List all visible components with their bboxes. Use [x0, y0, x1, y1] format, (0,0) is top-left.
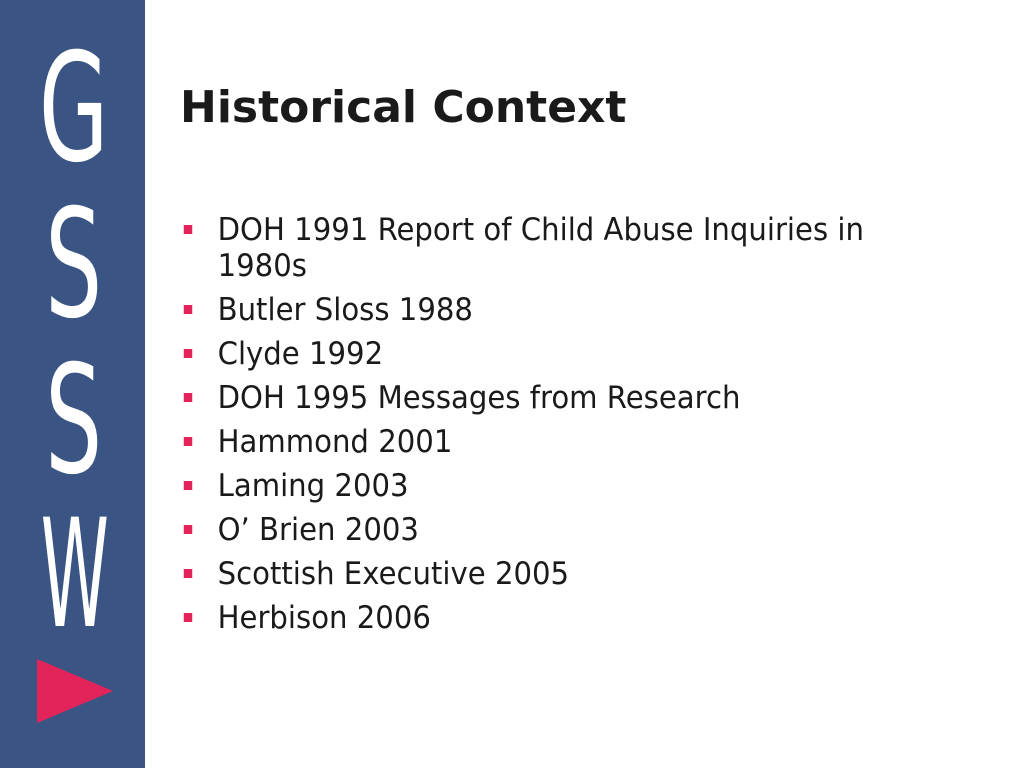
- bullet-item: [180, 468, 923, 504]
- bullet-text: O’ Brien 2003: [217, 512, 419, 548]
- bullet-text: Herbison 2006: [217, 600, 431, 636]
- bullet-item: [180, 336, 923, 372]
- square-bullet-icon: [184, 305, 192, 314]
- bullet-item: [180, 212, 923, 284]
- square-bullet-icon: [184, 225, 192, 234]
- slide-title: Historical Context: [180, 82, 627, 133]
- square-bullet-icon: [184, 393, 192, 402]
- bullet-text: Butler Sloss 1988: [217, 292, 473, 328]
- bullet-text: Hammond 2001: [217, 424, 453, 460]
- bullet-text: Laming 2003: [217, 468, 409, 504]
- gssw-logo-sidebar: [0, 0, 145, 768]
- bullet-item: [180, 512, 923, 548]
- bullet-item: [180, 556, 923, 592]
- bullet-item: [180, 600, 923, 636]
- bullet-item: [180, 424, 923, 460]
- square-bullet-icon: [184, 481, 192, 490]
- logo-letter-w: W: [40, 488, 109, 662]
- square-bullet-icon: [184, 437, 192, 446]
- square-bullet-icon: [184, 569, 192, 578]
- bullet-item: [180, 380, 923, 416]
- bullet-item: [180, 292, 923, 328]
- logo-letter-s: S: [45, 178, 103, 352]
- logo-letter-g: G: [38, 22, 109, 196]
- square-bullet-icon: [184, 525, 192, 534]
- bullet-text: DOH 1991 Report of Child Abuse Inquiries in 1980s: [217, 212, 864, 284]
- square-bullet-icon: [184, 613, 192, 622]
- play-arrow-icon: [37, 659, 113, 723]
- bullet-text: Clyde 1992: [217, 336, 384, 372]
- bullet-text: DOH 1995 Messages from Research: [217, 380, 741, 416]
- square-bullet-icon: [184, 349, 192, 358]
- logo-letter-s-second: S: [45, 334, 103, 508]
- bullet-text: Scottish Executive 2005: [217, 556, 570, 592]
- bullet-list: [180, 212, 970, 644]
